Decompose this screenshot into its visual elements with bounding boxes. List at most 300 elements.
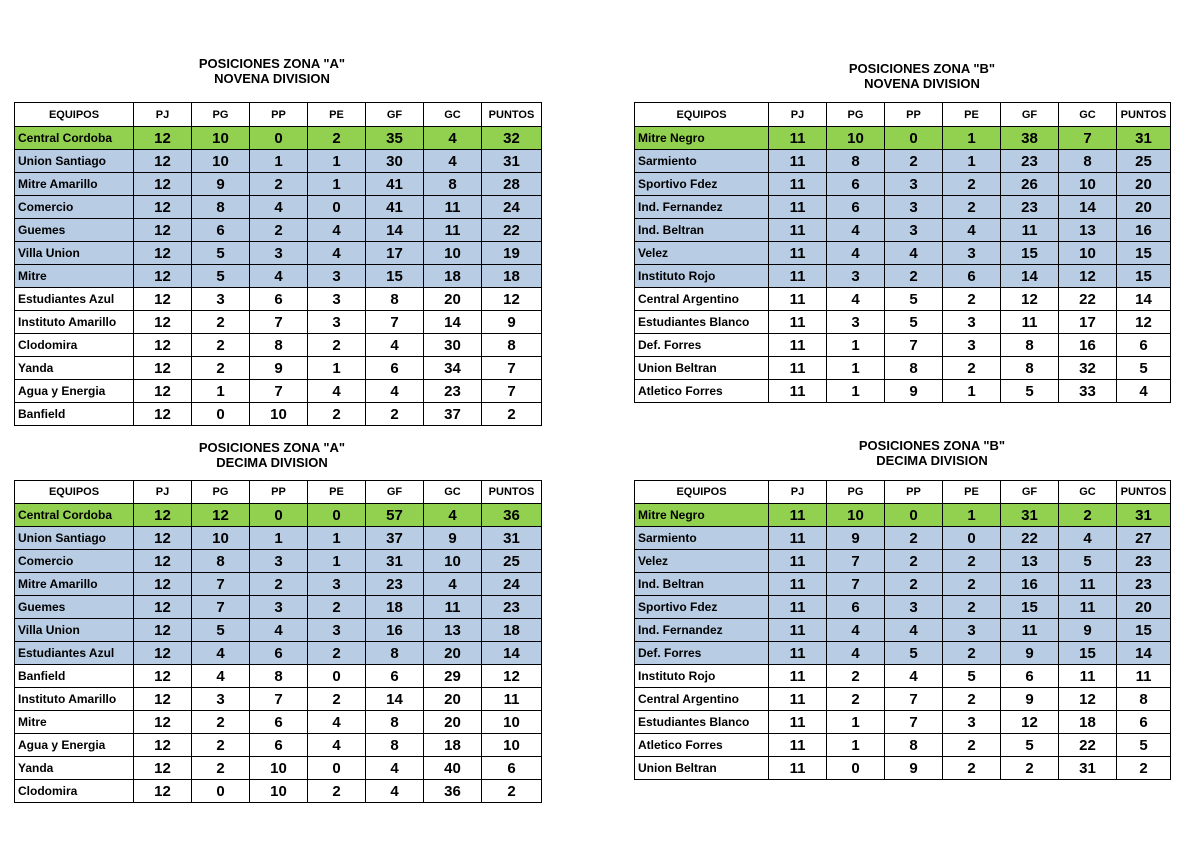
stat-puntos: 14 [482, 642, 542, 665]
stat-pj: 12 [134, 403, 192, 426]
stat-pg: 7 [192, 573, 250, 596]
stat-puntos: 6 [1117, 711, 1171, 734]
stat-puntos: 27 [1117, 527, 1171, 550]
stat-pe: 2 [308, 780, 366, 803]
team-name: Ind. Beltran [635, 219, 769, 242]
stat-pg: 2 [192, 311, 250, 334]
stat-pp: 3 [885, 173, 943, 196]
column-header-gc: GC [1059, 103, 1117, 127]
stat-pp: 9 [885, 757, 943, 780]
stat-pe: 2 [308, 642, 366, 665]
column-header-gf: GF [366, 481, 424, 504]
stat-pj: 11 [769, 711, 827, 734]
stat-puntos: 14 [1117, 642, 1171, 665]
column-header-gc: GC [424, 103, 482, 127]
table-row [635, 734, 1171, 757]
column-header-puntos: PUNTOS [482, 103, 542, 127]
stat-pg: 4 [827, 219, 885, 242]
stat-puntos: 23 [482, 596, 542, 619]
stat-pg: 3 [827, 265, 885, 288]
stat-gf: 11 [1001, 311, 1059, 334]
table-row [15, 334, 542, 357]
stat-gc: 13 [424, 619, 482, 642]
stat-gf: 23 [366, 573, 424, 596]
team-name: Instituto Amarillo [15, 311, 134, 334]
stat-gc: 4 [424, 150, 482, 173]
stat-puntos: 4 [1117, 380, 1171, 403]
title-line: POSICIONES ZONA "A" [198, 56, 346, 71]
stat-pg: 4 [827, 642, 885, 665]
stat-pe: 5 [943, 665, 1001, 688]
stat-puntos: 31 [482, 527, 542, 550]
stat-puntos: 15 [1117, 619, 1171, 642]
stat-gf: 15 [1001, 242, 1059, 265]
stat-pp: 0 [885, 127, 943, 150]
stat-pe: 3 [943, 311, 1001, 334]
stat-pp: 8 [885, 734, 943, 757]
team-name: Comercio [15, 550, 134, 573]
stat-pe: 1 [308, 357, 366, 380]
stat-gc: 29 [424, 665, 482, 688]
stat-gf: 14 [1001, 265, 1059, 288]
stat-pp: 10 [250, 757, 308, 780]
stat-pj: 12 [134, 242, 192, 265]
stat-gf: 8 [366, 711, 424, 734]
stat-gf: 15 [366, 265, 424, 288]
stat-gc: 22 [1059, 734, 1117, 757]
table-row [15, 780, 542, 803]
stat-pj: 11 [769, 688, 827, 711]
table-row [15, 242, 542, 265]
stat-pg: 1 [827, 380, 885, 403]
table-row [635, 504, 1171, 527]
stat-pe: 2 [943, 734, 1001, 757]
stat-gc: 37 [424, 403, 482, 426]
team-name: Mitre Negro [635, 127, 769, 150]
stat-gc: 17 [1059, 311, 1117, 334]
team-name: Mitre Negro [635, 504, 769, 527]
column-header-gc: GC [1059, 481, 1117, 504]
column-header-gf: GF [1001, 481, 1059, 504]
standings-title [782, 438, 1082, 468]
stat-gc: 14 [1059, 196, 1117, 219]
team-name: Atletico Forres [635, 380, 769, 403]
stat-gc: 11 [424, 219, 482, 242]
table-row [635, 242, 1171, 265]
stat-pj: 11 [769, 265, 827, 288]
team-name: Sportivo Fdez [635, 596, 769, 619]
column-header-gf: GF [366, 103, 424, 127]
stat-gf: 8 [1001, 357, 1059, 380]
team-name: Ind. Fernandez [635, 619, 769, 642]
stat-pj: 11 [769, 173, 827, 196]
team-name: Agua y Energia [15, 380, 134, 403]
stat-puntos: 16 [1117, 219, 1171, 242]
stat-pj: 11 [769, 550, 827, 573]
stat-pp: 3 [250, 242, 308, 265]
column-header-pe: PE [308, 481, 366, 504]
stat-pp: 9 [885, 380, 943, 403]
stat-pe: 2 [308, 688, 366, 711]
table-row [15, 403, 542, 426]
team-name: Ind. Fernandez [635, 196, 769, 219]
stat-pp: 3 [250, 596, 308, 619]
team-name: Def. Forres [635, 334, 769, 357]
stat-pg: 1 [827, 334, 885, 357]
stat-pg: 4 [827, 288, 885, 311]
column-header-puntos: PUNTOS [482, 481, 542, 504]
table-row [15, 265, 542, 288]
stat-puntos: 6 [482, 757, 542, 780]
stat-pg: 4 [192, 665, 250, 688]
stat-gf: 11 [1001, 619, 1059, 642]
stat-pe: 0 [943, 527, 1001, 550]
table-row [15, 527, 542, 550]
table-row [635, 619, 1171, 642]
stat-pg: 7 [192, 596, 250, 619]
stat-pe: 3 [308, 288, 366, 311]
stat-puntos: 20 [1117, 596, 1171, 619]
stat-pg: 2 [192, 757, 250, 780]
stat-pe: 0 [308, 196, 366, 219]
table-row [15, 357, 542, 380]
stat-pj: 12 [134, 504, 192, 527]
stat-pg: 8 [827, 150, 885, 173]
stat-pp: 2 [250, 219, 308, 242]
stat-pg: 2 [192, 711, 250, 734]
stat-puntos: 15 [1117, 265, 1171, 288]
stat-gc: 18 [424, 734, 482, 757]
column-header-puntos: PUNTOS [1117, 481, 1171, 504]
table-row [635, 173, 1171, 196]
stat-pj: 11 [769, 757, 827, 780]
stat-pg: 5 [192, 619, 250, 642]
stat-pp: 10 [250, 780, 308, 803]
table-row [15, 380, 542, 403]
table-row [15, 757, 542, 780]
stat-pe: 2 [308, 403, 366, 426]
column-header-pp: PP [885, 103, 943, 127]
stat-pj: 12 [134, 642, 192, 665]
stat-gf: 14 [366, 219, 424, 242]
stat-puntos: 25 [482, 550, 542, 573]
stat-pe: 2 [943, 288, 1001, 311]
team-name: Velez [635, 242, 769, 265]
stat-pg: 12 [192, 504, 250, 527]
stat-pp: 1 [250, 527, 308, 550]
stat-pj: 12 [134, 150, 192, 173]
stat-pe: 2 [943, 196, 1001, 219]
stat-pe: 1 [308, 550, 366, 573]
stat-pp: 6 [250, 711, 308, 734]
stat-pj: 11 [769, 596, 827, 619]
stat-pj: 12 [134, 619, 192, 642]
stat-pj: 12 [134, 527, 192, 550]
column-header-team: EQUIPOS [635, 481, 769, 504]
column-header-gc: GC [424, 481, 482, 504]
team-name: Banfield [15, 403, 134, 426]
stat-pj: 11 [769, 334, 827, 357]
column-header-pj: PJ [769, 103, 827, 127]
team-name: Mitre [15, 711, 134, 734]
stat-pj: 11 [769, 311, 827, 334]
stat-puntos: 9 [482, 311, 542, 334]
stat-pj: 11 [769, 665, 827, 688]
stat-puntos: 10 [482, 711, 542, 734]
stat-pj: 11 [769, 242, 827, 265]
stat-pe: 2 [308, 127, 366, 150]
stat-pg: 10 [192, 127, 250, 150]
stat-gc: 13 [1059, 219, 1117, 242]
stat-pp: 2 [250, 173, 308, 196]
stat-pj: 12 [134, 334, 192, 357]
column-header-pj: PJ [769, 481, 827, 504]
column-header-pp: PP [250, 103, 308, 127]
stat-gf: 6 [366, 665, 424, 688]
stat-pe: 4 [308, 734, 366, 757]
stat-gc: 16 [1059, 334, 1117, 357]
stat-puntos: 20 [1117, 196, 1171, 219]
stat-puntos: 36 [482, 504, 542, 527]
table-row [15, 311, 542, 334]
table-row [635, 665, 1171, 688]
stat-pp: 5 [885, 311, 943, 334]
stat-pp: 7 [250, 311, 308, 334]
table-row [15, 596, 542, 619]
stat-pe: 3 [943, 711, 1001, 734]
stat-puntos: 12 [482, 665, 542, 688]
stat-pe: 1 [308, 150, 366, 173]
stat-pp: 7 [250, 688, 308, 711]
stat-gf: 38 [1001, 127, 1059, 150]
stat-pp: 2 [885, 550, 943, 573]
stat-puntos: 7 [482, 357, 542, 380]
stat-pg: 4 [827, 242, 885, 265]
title-line: POSICIONES ZONA "B" [848, 61, 996, 76]
stat-gc: 4 [1059, 527, 1117, 550]
column-header-pp: PP [250, 481, 308, 504]
stat-gc: 23 [424, 380, 482, 403]
stat-pe: 2 [943, 757, 1001, 780]
subtitle-line: DECIMA DIVISION [216, 455, 328, 470]
stat-gf: 5 [1001, 380, 1059, 403]
stat-pg: 6 [827, 173, 885, 196]
stat-puntos: 24 [482, 573, 542, 596]
stat-pp: 4 [250, 619, 308, 642]
stat-pe: 2 [308, 334, 366, 357]
stat-pg: 2 [192, 357, 250, 380]
table-row [635, 219, 1171, 242]
stat-pp: 6 [250, 288, 308, 311]
stat-gf: 23 [1001, 196, 1059, 219]
header-row [635, 103, 1171, 127]
stat-gf: 31 [1001, 504, 1059, 527]
stat-gf: 8 [366, 642, 424, 665]
column-header-pg: PG [192, 103, 250, 127]
stat-puntos: 12 [482, 288, 542, 311]
stat-gf: 4 [366, 780, 424, 803]
stat-gc: 8 [1059, 150, 1117, 173]
stat-pg: 7 [827, 573, 885, 596]
stat-pg: 0 [192, 403, 250, 426]
stat-pp: 2 [885, 265, 943, 288]
table-row [15, 711, 542, 734]
stat-gf: 7 [366, 311, 424, 334]
stat-gc: 4 [424, 127, 482, 150]
header-row [635, 481, 1171, 504]
stat-pj: 11 [769, 573, 827, 596]
stat-pg: 8 [192, 550, 250, 573]
stat-gf: 30 [366, 150, 424, 173]
stat-gc: 11 [1059, 665, 1117, 688]
stat-pg: 1 [827, 734, 885, 757]
stat-pp: 3 [250, 550, 308, 573]
stat-pe: 2 [943, 596, 1001, 619]
stat-puntos: 10 [482, 734, 542, 757]
table-row [635, 711, 1171, 734]
stat-gf: 31 [366, 550, 424, 573]
stat-pg: 3 [192, 288, 250, 311]
stat-puntos: 25 [1117, 150, 1171, 173]
table-row [635, 596, 1171, 619]
stat-pe: 2 [308, 596, 366, 619]
stat-pg: 1 [827, 711, 885, 734]
stat-gc: 4 [424, 504, 482, 527]
stat-pe: 1 [943, 504, 1001, 527]
stat-pp: 8 [250, 665, 308, 688]
stat-pg: 2 [192, 334, 250, 357]
stat-pj: 12 [134, 196, 192, 219]
stat-pg: 10 [827, 127, 885, 150]
stat-pg: 1 [192, 380, 250, 403]
stat-pp: 7 [885, 688, 943, 711]
stat-gf: 35 [366, 127, 424, 150]
stat-pe: 3 [308, 619, 366, 642]
stat-pj: 11 [769, 504, 827, 527]
stat-gc: 12 [1059, 688, 1117, 711]
team-name: Central Cordoba [15, 504, 134, 527]
stat-pg: 6 [827, 596, 885, 619]
stat-pj: 12 [134, 219, 192, 242]
stat-pg: 5 [192, 265, 250, 288]
stat-puntos: 20 [1117, 173, 1171, 196]
stat-pj: 11 [769, 127, 827, 150]
standings-table [14, 480, 542, 803]
table-row [15, 734, 542, 757]
stat-pj: 12 [134, 357, 192, 380]
stat-pp: 3 [885, 196, 943, 219]
stat-pj: 12 [134, 757, 192, 780]
team-name: Velez [635, 550, 769, 573]
stat-pg: 2 [192, 734, 250, 757]
stat-gf: 8 [366, 288, 424, 311]
team-name: Guemes [15, 596, 134, 619]
stat-pp: 4 [885, 242, 943, 265]
stat-pe: 3 [943, 242, 1001, 265]
stat-gc: 34 [424, 357, 482, 380]
stat-puntos: 2 [482, 780, 542, 803]
team-name: Mitre Amarillo [15, 173, 134, 196]
stat-pp: 7 [250, 380, 308, 403]
stat-gc: 36 [424, 780, 482, 803]
team-name: Clodomira [15, 780, 134, 803]
team-name: Banfield [15, 665, 134, 688]
stat-puntos: 2 [482, 403, 542, 426]
stat-pe: 3 [943, 619, 1001, 642]
stat-pe: 2 [943, 550, 1001, 573]
team-name: Yanda [15, 757, 134, 780]
stat-pp: 10 [250, 403, 308, 426]
table-row [15, 173, 542, 196]
stat-pp: 6 [250, 734, 308, 757]
team-name: Sarmiento [635, 527, 769, 550]
stat-pe: 2 [943, 573, 1001, 596]
stat-puntos: 11 [482, 688, 542, 711]
team-name: Estudiantes Azul [15, 288, 134, 311]
team-name: Atletico Forres [635, 734, 769, 757]
table-row [15, 504, 542, 527]
stat-pe: 3 [308, 265, 366, 288]
stat-pp: 0 [250, 504, 308, 527]
table-row [15, 688, 542, 711]
stat-pg: 4 [192, 642, 250, 665]
stat-pg: 9 [192, 173, 250, 196]
team-name: Ind. Beltran [635, 573, 769, 596]
stat-puntos: 7 [482, 380, 542, 403]
stat-gc: 10 [424, 242, 482, 265]
column-header-team: EQUIPOS [635, 103, 769, 127]
stat-gc: 18 [424, 265, 482, 288]
team-name: Union Beltran [635, 357, 769, 380]
stat-gc: 7 [1059, 127, 1117, 150]
stat-gf: 4 [366, 334, 424, 357]
team-name: Mitre [15, 265, 134, 288]
stat-pj: 11 [769, 150, 827, 173]
stat-pj: 11 [769, 196, 827, 219]
stat-gf: 12 [1001, 711, 1059, 734]
stat-gc: 10 [1059, 242, 1117, 265]
stat-pp: 2 [885, 527, 943, 550]
stat-pp: 7 [885, 334, 943, 357]
stat-gc: 18 [1059, 711, 1117, 734]
column-header-pg: PG [827, 103, 885, 127]
team-name: Villa Union [15, 619, 134, 642]
table-row [635, 642, 1171, 665]
stat-pg: 10 [192, 527, 250, 550]
standings-title [122, 56, 422, 86]
stat-pp: 5 [885, 288, 943, 311]
stat-puntos: 18 [482, 265, 542, 288]
stat-gf: 4 [366, 757, 424, 780]
team-name: Estudiantes Azul [15, 642, 134, 665]
stat-gf: 8 [1001, 334, 1059, 357]
stat-gf: 41 [366, 173, 424, 196]
stat-pj: 12 [134, 550, 192, 573]
stat-pg: 10 [827, 504, 885, 527]
stat-gc: 14 [424, 311, 482, 334]
stat-pj: 11 [769, 288, 827, 311]
team-name: Agua y Energia [15, 734, 134, 757]
stat-gc: 12 [1059, 265, 1117, 288]
column-header-pg: PG [827, 481, 885, 504]
stat-gf: 15 [1001, 596, 1059, 619]
stat-pj: 12 [134, 127, 192, 150]
column-header-pj: PJ [134, 103, 192, 127]
stat-gc: 15 [1059, 642, 1117, 665]
stat-pe: 1 [308, 527, 366, 550]
stat-pe: 1 [943, 150, 1001, 173]
team-name: Guemes [15, 219, 134, 242]
